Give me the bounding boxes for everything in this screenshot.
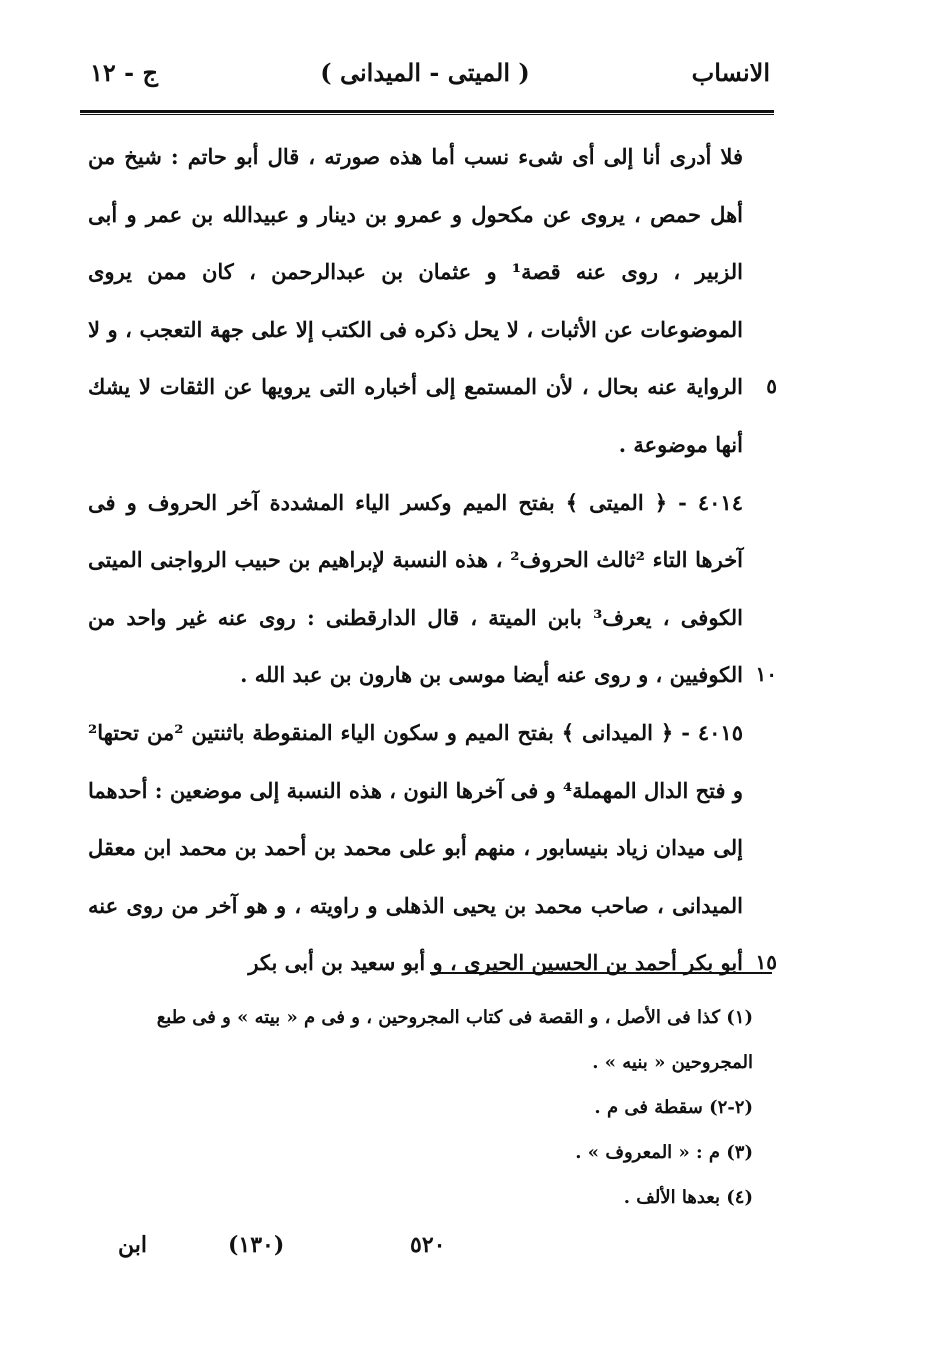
page-footer [100,1232,500,1272]
entry-paragraph [88,474,777,704]
book-title: الانساب [691,58,770,87]
footnote: (٢-٢) سقطة فى م . [594,1097,753,1118]
footnote: (٣) م : « المعروف » . [575,1142,753,1163]
volume-number: ج - ١٢ [90,58,158,87]
running-header [80,58,770,98]
signature-mark: (١٣٠) [228,1232,285,1258]
entry-number: ٤٠١٤ - [678,489,743,515]
paragraph-text: ﴿ الميدانى ﴾ بفتح الميم و سكون الياء المنقوطة باثنتين ²من تحتها² و فتح الدال المهملة⁴ و فى آخرها النون ، هذه النسبة إلى موضعين : أحدهما إلى ميدان زياد بنيسابور ، منهم أبو على محمد بن أحمد بن محمد ابن معقل الميدانى ، صاحب محمد بن يحيى الذهلى و راويته ، و هو آخر من روى عنه أبو بكر أحمد بن الحسين الحيرى ، و أبو سعيد بن أبى بكر [88,719,744,976]
line-number: ١٠ [755,661,777,686]
page-number: ٥٢٠ [410,1232,446,1258]
line-number: ١٥ [755,949,777,974]
footnotes [88,995,753,1220]
paragraph [88,128,777,474]
header-rule [80,110,774,115]
footnote: (١) كذا فى الأصل ، و القصة فى كتاب المجروحين ، و فى م « بيته » و فى طبع المجروحين « بنيه » . [156,1007,753,1073]
main-text [88,128,777,992]
footnote: (٤) بعدها الألف . [623,1187,753,1208]
entry-paragraph [88,704,777,992]
paragraph-text: فلا أدرى أنا إلى أى شىء نسب أما هذه صورته ، قال أبو حاتم : شيخ من أهل حمص ، يروى عن مكحول و عمرو بن دينار و عبيدالله بن عمر و أبى الزبير ، روى عنه قصة¹ و عثمان بن عبدالرحمن ، كان ممن يروى الموضوعات عن الأثبات ، لا يحل ذكره فى الكتب إلا على جهة التعجب ، و لا الرواية عنه بحال ، لأن المستمع إلى أخباره التى يرويها عن الثقات لا يشك أنها موضوعة . [88,144,744,457]
paragraph-text: ﴿ الميتى ﴾ بفتح الميم وكسر الياء المشددة آخر الحروف و فى آخرها التاء ²ثالث الحروف² ، هذه النسبة لإبراهيم بن حبيب الرواجنى الميتى الكوفى ، يعرف³ بابن الميتة ، قال الدارقطنى : روى عنه غير واحد من الكوفيين ، و روى عنه أيضا موسى بن هارون بن عبد الله . [88,489,744,688]
catchword: ابن [118,1232,147,1258]
entry-number: ٤٠١٥ - [681,719,743,745]
section-title: ( الميتى - الميدانى ) [320,58,530,87]
line-number: ٥ [766,374,777,398]
footnote-rule [430,972,772,974]
